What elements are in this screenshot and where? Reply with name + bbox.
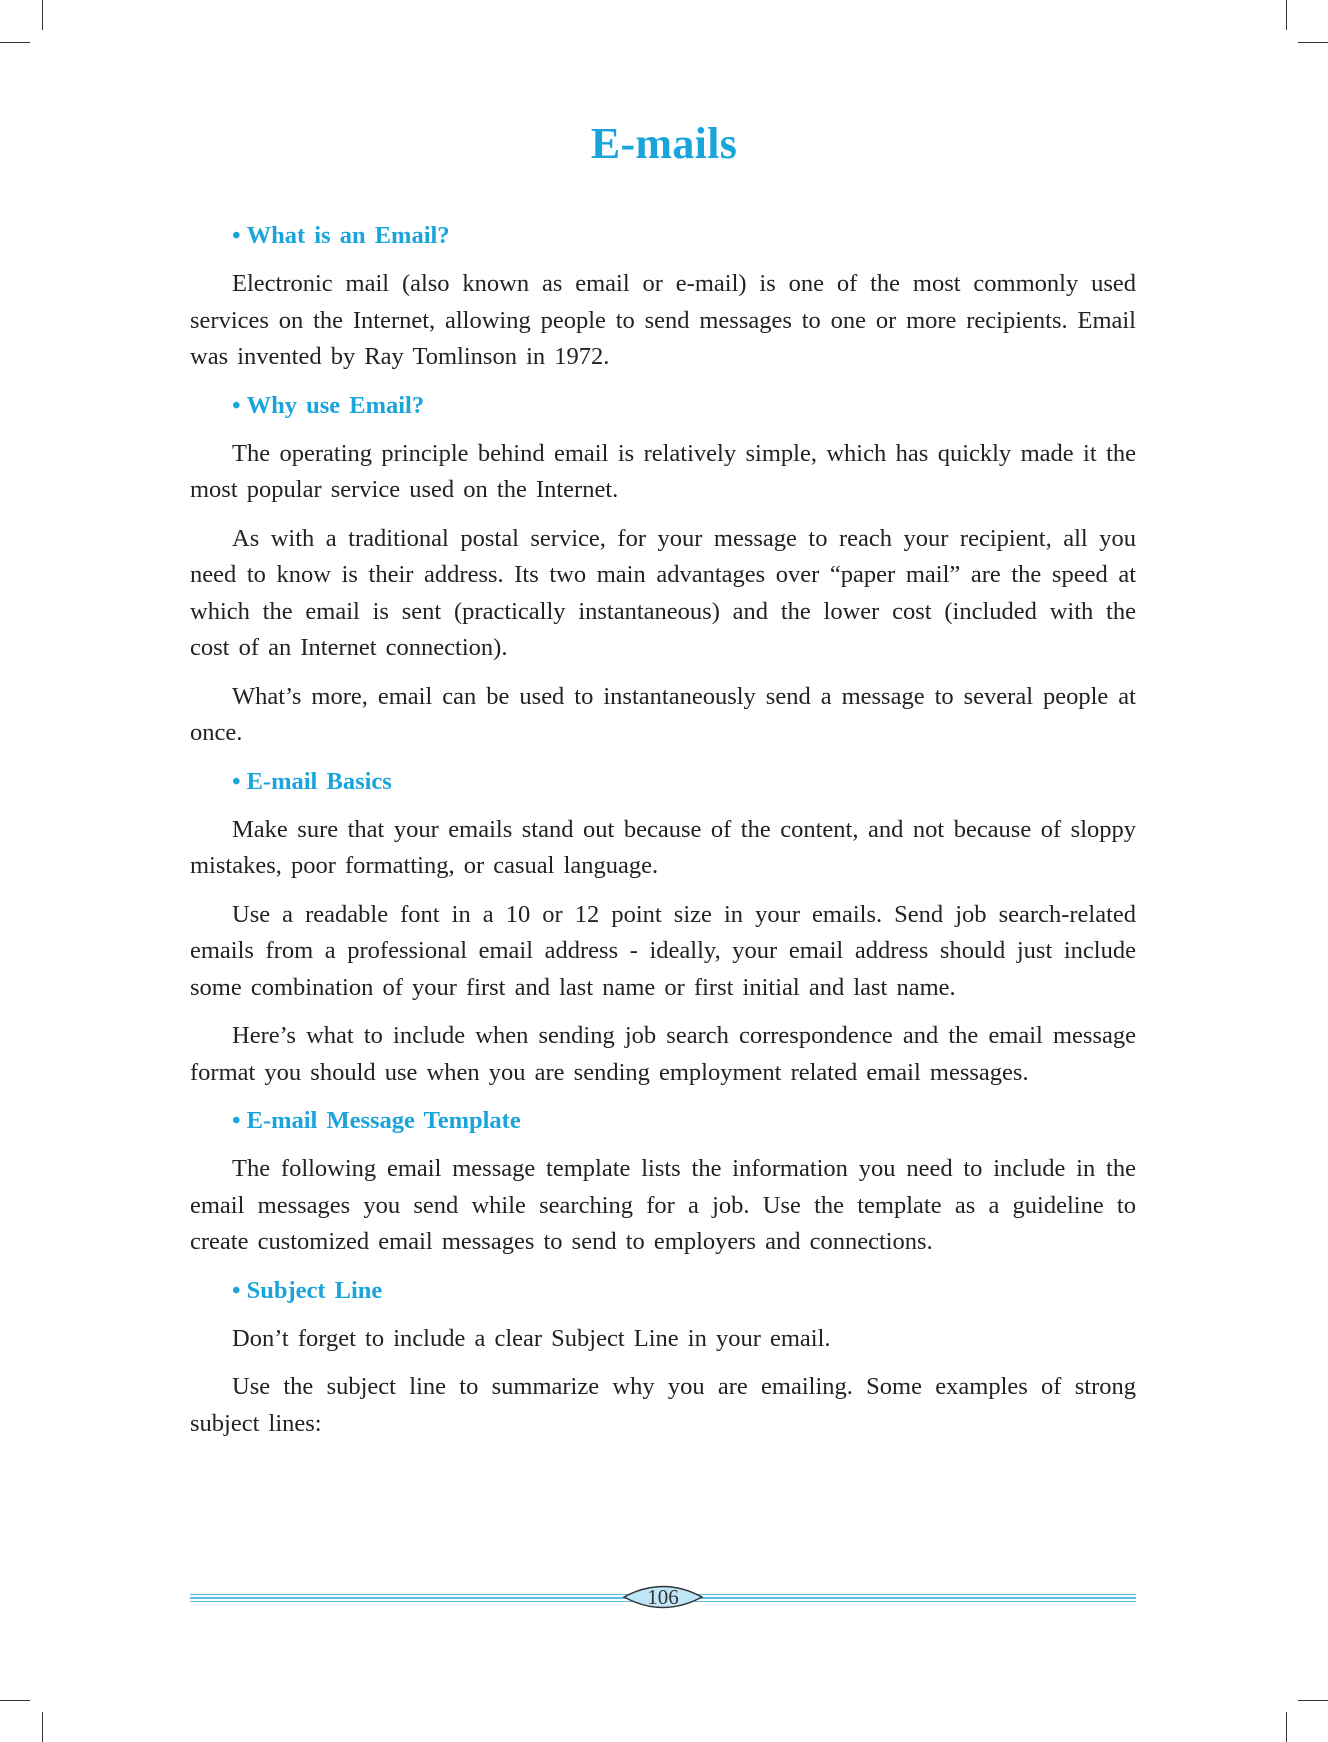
paragraph: Here’s what to include when sending job search correspondence and the email message format you should use when you are sending employment related email messages.: [190, 1022, 1136, 1086]
section-heading: [232, 388, 1136, 424]
section-heading: [232, 1103, 1136, 1139]
crop-mark-bottom-right-vertical: [1286, 1712, 1287, 1742]
section-heading: [232, 1273, 1136, 1309]
section-heading-text: Subject Line: [246, 1276, 383, 1304]
paragraph: The operating principle behind email is relatively simple, which has quickly made it the most popular service used on the Internet.: [190, 439, 1136, 503]
paragraph: Don’t forget to include a clear Subject Line in your email.: [232, 1324, 831, 1352]
section-what-is-email: [190, 218, 1136, 376]
crop-mark-bottom-left-vertical: [42, 1712, 43, 1742]
bullet-icon: •: [232, 1276, 241, 1304]
crop-mark-bottom-left-horizontal: [0, 1700, 30, 1701]
page-title: E-mails: [590, 119, 738, 168]
page-content: [190, 218, 1136, 1442]
page-footer: [190, 1580, 1136, 1616]
paragraph: As with a traditional postal service, for your message to reach your recipient, all you need to know is their address. Its two main advantages over “paper mail” are the speed at which the email is sent (practically instantaneous) and the lower cost (included with the cost of an Internet connection).: [190, 524, 1136, 661]
section-heading-text: Why use Email?: [246, 391, 425, 419]
paragraph: Make sure that your emails stand out because of the content, and not because of sloppy mistakes, poor formatting, or casual language.: [190, 815, 1136, 879]
crop-mark-top-right-horizontal: [1298, 42, 1328, 43]
paragraph: Use a readable font in a 10 or 12 point size in your emails. Send job search-related emails from a professional email address - ideally, your email address should just include some combination of your first and last name or first initial and last name.: [190, 900, 1136, 1001]
section-heading: [232, 218, 1136, 254]
crop-mark-top-right-vertical: [1286, 0, 1287, 30]
bullet-icon: •: [232, 767, 241, 795]
crop-mark-bottom-right-horizontal: [1298, 1700, 1328, 1701]
section-email-message-template: [190, 1103, 1136, 1261]
paragraph: The following email message template lists the information you need to include in the email messages you send while searching for a job. Use the template as a guideline to create customized email messages to send to employers and connections.: [190, 1155, 1136, 1255]
bullet-icon: •: [232, 1107, 241, 1134]
crop-mark-top-left-vertical: [42, 0, 43, 30]
bullet-icon: •: [232, 222, 241, 249]
page-number: 106: [647, 1584, 679, 1609]
section-heading-text: E-mail Basics: [246, 767, 392, 795]
page-number-badge: [622, 1580, 704, 1614]
section-heading: [232, 764, 1136, 800]
section-email-basics: [190, 764, 1136, 1092]
section-subject-line: [190, 1273, 1136, 1443]
crop-mark-top-left-horizontal: [0, 42, 30, 43]
paragraph: Use the subject line to summarize why you are emailing. Some examples of strong subject lines:: [190, 1373, 1136, 1437]
section-heading-text: E-mail Message Template: [246, 1107, 521, 1134]
paragraph: Electronic mail (also known as email or e-mail) is one of the most commonly used services on the Internet, allowing people to send messages to one or more recipients. Email was invented by Ray Tomlinson in 1972.: [190, 270, 1136, 370]
bullet-icon: •: [232, 391, 241, 419]
section-heading-text: What is an Email?: [246, 222, 450, 249]
section-why-use-email: [190, 388, 1136, 752]
paragraph: What’s more, email can be used to instantaneously send a message to several people at once.: [190, 682, 1136, 746]
